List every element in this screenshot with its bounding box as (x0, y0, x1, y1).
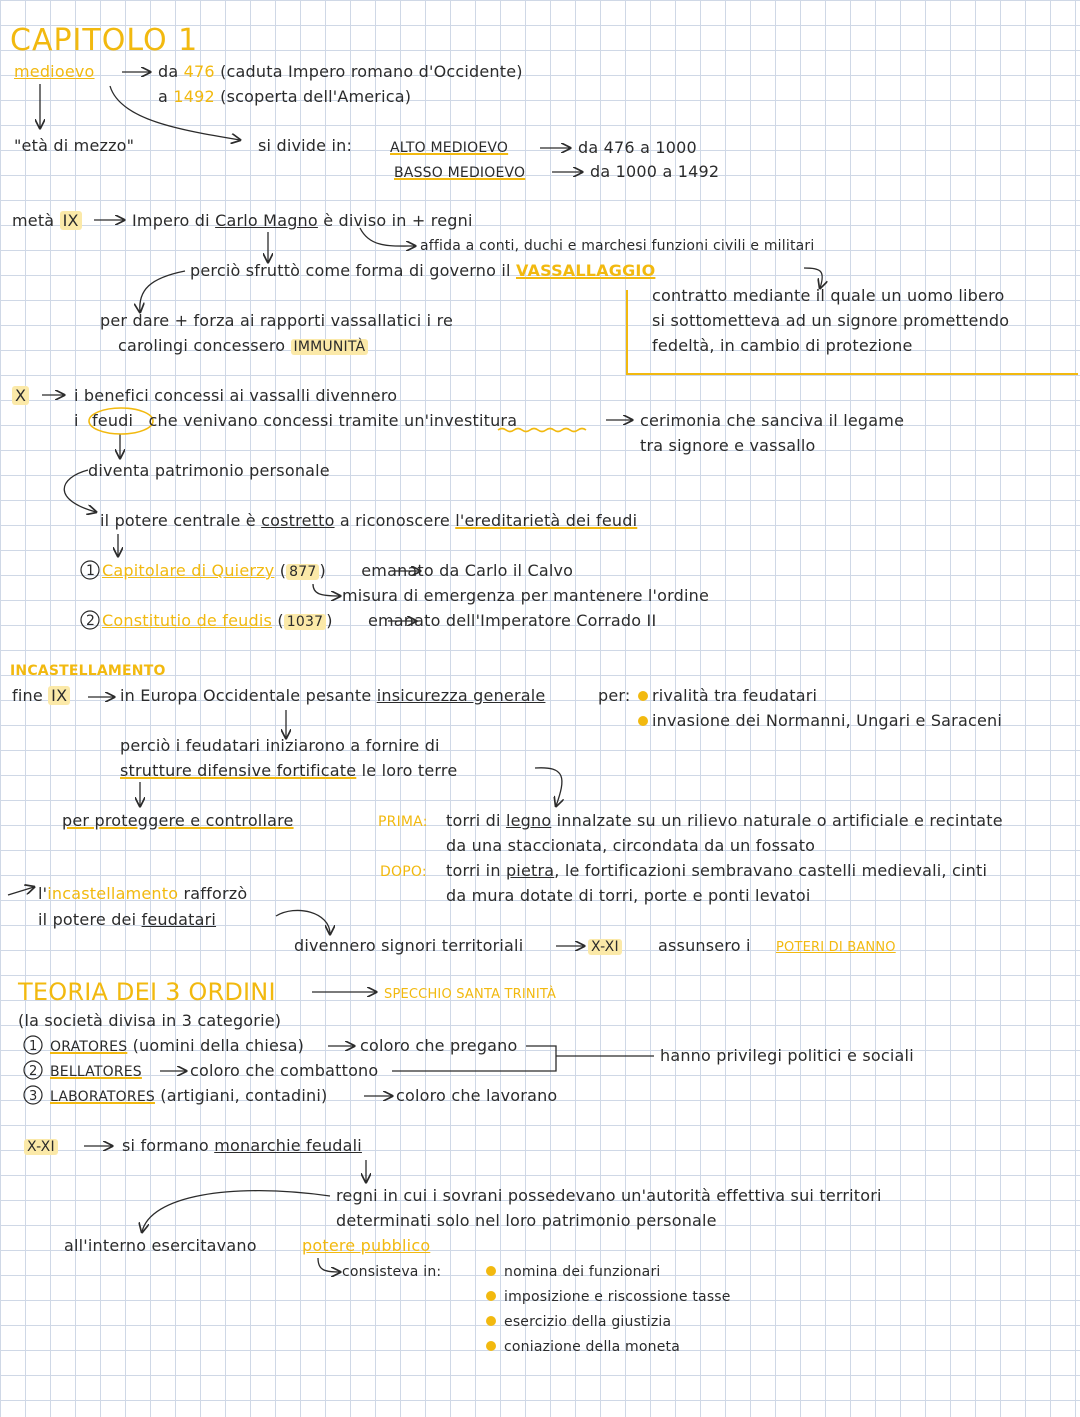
bullet (486, 1341, 496, 1351)
dopo-label: DOPO: (380, 864, 427, 880)
eta-di-mezzo: "età di mezzo" (14, 136, 135, 155)
potere-item-2: imposizione e riscossione tasse (504, 1289, 731, 1305)
to-label: a 1492 (scoperta dell'America) (158, 87, 412, 106)
term-medioevo: medioevo (14, 62, 95, 81)
ordine-num-1: 1 (29, 1039, 38, 1054)
potere-item-1: nomina dei funzionari (504, 1264, 661, 1280)
from-desc: (caduta Impero romano d'Occidente) (220, 62, 523, 81)
potere-item-3: esercizio della giustizia (504, 1314, 672, 1330)
bullet (486, 1266, 496, 1276)
proteggere: per proteggere e controllare (62, 811, 294, 830)
immunita: IMMUNITÀ (291, 339, 369, 355)
patrimonio-line: diventa patrimonio personale (88, 461, 330, 480)
vassallaggio: VASSALLAGGIO (516, 261, 656, 280)
bullet (638, 716, 648, 726)
impero-line: Impero di Carlo Magno è diviso in + regni (132, 211, 473, 230)
laboratores: LABORATORES (50, 1089, 155, 1105)
capitolare-quierzy: Capitolare di Quierzy (102, 561, 275, 580)
regni-line-1: regni in cui i sovrani possedevano un'autorità effettiva sui territori (336, 1186, 882, 1205)
oratores-def: coloro che pregano (360, 1036, 518, 1055)
poteri-di-banno: POTERI DI BANNO (776, 940, 896, 955)
cerimonia-1: cerimonia che sanciva il legame (640, 411, 905, 430)
num-1: 1 (86, 563, 96, 579)
si-divide: si divide in: (258, 136, 353, 155)
prima-line-1: torri di legno innalzate su un rilievo naturale o artificiale e recintate (446, 811, 1003, 830)
century-x: X (12, 386, 29, 406)
laboratores-line: LABORATORES (artigiani, contadini) (50, 1086, 328, 1105)
oratores: ORATORES (50, 1039, 128, 1055)
vassallaggio-def-1: contratto mediante il quale un uomo libero (652, 286, 1005, 305)
alto-range: da 476 a 1000 (578, 138, 697, 157)
potere-feudatari: il potere dei feudatari (38, 910, 217, 929)
ordine-num-3: 3 (29, 1089, 38, 1104)
dopo-line-2: da mura dotate di torri, porte e ponti levatoi (446, 886, 811, 905)
benefici-line: i benefici concessi ai vassalli divennero (74, 386, 398, 405)
century-x-xi: X-XI (588, 937, 622, 957)
vassallaggio-def-2: si sottometteva ad un signore promettendo (652, 311, 1010, 330)
potere-line: il potere centrale è costretto a riconoscere l'ereditarietà dei feudi (100, 511, 638, 530)
meta-century: metà IX (12, 211, 82, 231)
per-label: per: (598, 686, 631, 705)
potere-pubblico: potere pubblico (302, 1236, 431, 1255)
potere-item-4: coniazione della moneta (504, 1339, 681, 1355)
carlo-magno: Carlo Magno (215, 211, 318, 230)
basso-range: da 1000 a 1492 (590, 162, 720, 181)
regni-line-2: determinati solo nel loro patrimonio personale (336, 1211, 717, 1230)
interno-line: all'interno esercitavano (64, 1236, 257, 1255)
bullet (486, 1291, 496, 1301)
laboratores-def: coloro che lavorano (396, 1086, 558, 1105)
consisteva: consisteva in: (342, 1264, 442, 1280)
prima-line-2: da una staccionata, circondata da un fossato (446, 836, 816, 855)
ordini-heading: TEORIA DEI 3 ORDINI (18, 978, 276, 1006)
privilegi: hanno privilegi politici e sociali (660, 1046, 914, 1065)
from-year: 476 (183, 62, 215, 81)
insicurezza: insicurezza generale (376, 686, 546, 705)
ordine-num-2: 2 (29, 1064, 38, 1079)
percio-line: perciò sfruttò come forma di governo il VASSALLAGGIO (190, 261, 656, 280)
constitutio-de-feudis: Constitutio de feudis (102, 611, 273, 630)
percio-feudatari: perciò i feudatari iniziarono a fornire di (120, 736, 440, 755)
europa-line: in Europa Occidentale pesante insicurezza generale (120, 686, 546, 705)
page-title: CAPITOLO 1 (10, 23, 199, 58)
monarchie-feudali: monarchie feudali (214, 1136, 362, 1155)
ordini-desc: (la società divisa in 3 categorie) (18, 1011, 282, 1030)
dopo-line-1: torri in pietra, le fortificazioni sembravano castelli medievali, cinti (446, 861, 988, 880)
fine-century: fine IX (12, 686, 70, 706)
incastellamento-line: l'incastellamento rafforzò (38, 884, 248, 903)
bellatores-def: coloro che combattono (190, 1061, 379, 1080)
cause-1: rivalità tra feudatari (652, 686, 818, 705)
vassallaggio-def-3: fedeltà, in cambio di protezione (652, 336, 913, 355)
cause-2: invasione dei Normanni, Ungari e Saraceni (652, 711, 1002, 730)
forza-line-1: per dare + forza ai rapporti vassallatici i re (100, 311, 454, 330)
century-badge: IX (60, 211, 82, 230)
capitolare-line: Capitolare di Quierzy ( 877 ) emanato da Carlo il Calvo (102, 561, 574, 580)
specchio-santa-trinita: SPECCHIO SANTA TRINITÀ (384, 987, 557, 1002)
ereditarieta: l'ereditarietà dei feudi (455, 511, 638, 530)
vassallaggio-bracket-horizontal (626, 373, 1078, 375)
to-year: 1492 (173, 87, 215, 106)
assunsero: assunsero i (658, 936, 751, 955)
affida-line: affida a conti, duchi e marchesi funzioni civili e militari (420, 238, 815, 254)
monarchie-line: si formano monarchie feudali (122, 1136, 362, 1155)
strutture-line: strutture difensive fortificate le loro terre (120, 761, 458, 780)
bullet (638, 691, 648, 701)
basso-medioevo: BASSO MEDIOEVO (394, 165, 526, 181)
prima-label: PRIMA: (378, 814, 428, 830)
century-x-xi-2: X-XI (24, 1137, 58, 1157)
investitura: investitura (429, 411, 518, 430)
from-label: da 476 (caduta Impero romano d'Occidente) (158, 62, 523, 81)
vassallaggio-bracket-vertical (626, 290, 628, 374)
strutture-difensive: strutture difensive fortificate (120, 761, 357, 780)
divennero-line: divennero signori territoriali (294, 936, 524, 955)
bellatores: BELLATORES (50, 1064, 142, 1080)
to-desc: (scoperta dell'America) (220, 87, 412, 106)
constitutio-line: Constitutio de feudis ( 1037 ) emanato dell'Imperatore Corrado II (102, 611, 657, 630)
capitolare-misura: misura di emergenza per mantenere l'ordine (342, 586, 710, 605)
incastellamento-heading: INCASTELLAMENTO (10, 663, 166, 679)
num-2: 2 (86, 613, 96, 629)
feudi-line: i feudi che venivano concessi tramite un'investitura (74, 411, 518, 430)
feudi-word: feudi (91, 411, 134, 430)
oratores-line: ORATORES (uomini della chiesa) (50, 1036, 305, 1055)
bullet (486, 1316, 496, 1326)
forza-line-2: carolingi concessero IMMUNITÀ (118, 336, 368, 357)
cerimonia-2: tra signore e vassallo (640, 436, 816, 455)
alto-medioevo: ALTO MEDIOEVO (390, 140, 509, 156)
